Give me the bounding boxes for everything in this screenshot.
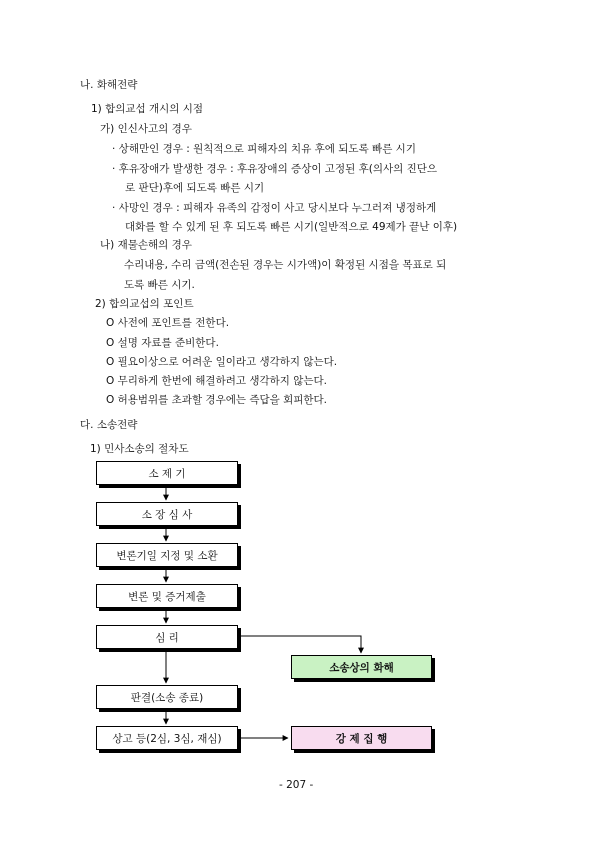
step-appeal: 상고 등(2심, 3심, 재심) [96,726,238,750]
body-line: 도록 빠른 시기. [124,279,195,291]
arrow-to-settlement [238,636,361,653]
point-item: O 설명 자료를 준비한다. [106,337,219,349]
point-item: O 무리하게 한번에 해결하려고 생각하지 않는다. [106,375,328,387]
subsection-title: 1) 합의교섭 개시의 시점 [91,103,204,115]
page-number: - 207 - [279,779,314,791]
bullet-line: · 사망인 경우 : 피해자 유족의 감정이 사고 당시보다 누그러져 냉정하게 [112,202,437,214]
section-heading: 나. 화해전략 [80,79,138,91]
step-hearing-summons: 변론기일 지정 및 소환 [96,543,238,567]
step-complaint-review: 소 장 심 사 [96,502,238,526]
section-heading: 다. 소송전략 [80,419,138,431]
point-item: O 사전에 포인트를 전한다. [106,317,230,329]
step-trial: 심 리 [96,625,238,649]
bullet-line: 대화를 할 수 있게 된 후 되도록 빠른 시기(일반적으로 49제가 끝난 이후) [125,221,458,233]
step-judgment: 판결(소송 종료) [96,685,238,709]
item-title: 가) 인신사고의 경우 [100,123,192,135]
bullet-line: · 후유장애가 발생한 경우 : 후유장애의 증상이 고정된 후(의사의 진단으 [112,163,438,175]
step-argument-evidence: 변론 및 증거제출 [96,584,238,608]
enforcement-box: 강 제 집 행 [291,726,432,750]
settlement-box: 소송상의 화해 [291,655,432,679]
subsection-title: 1) 민사소송의 절차도 [90,443,189,455]
bullet-line: · 상해만인 경우 : 원칙적으로 피해자의 치유 후에 되도록 빠른 시기 [112,143,416,155]
step-complaint-filing: 소 제 기 [96,461,238,485]
body-line: 수리내용, 수리 금액(전손된 경우는 시가액)이 확정된 시점을 목표로 되 [124,259,447,271]
item-title: 나) 재물손해의 경우 [100,239,192,251]
point-item: O 허용범위를 초과할 경우에는 즉답을 회피한다. [106,394,328,406]
point-item: O 필요이상으로 어려운 일이라고 생각하지 않는다. [106,356,338,368]
subsection-title: 2) 합의교섭의 포인트 [95,298,194,310]
bullet-line: 로 판단)후에 되도록 빠른 시기 [125,182,265,194]
